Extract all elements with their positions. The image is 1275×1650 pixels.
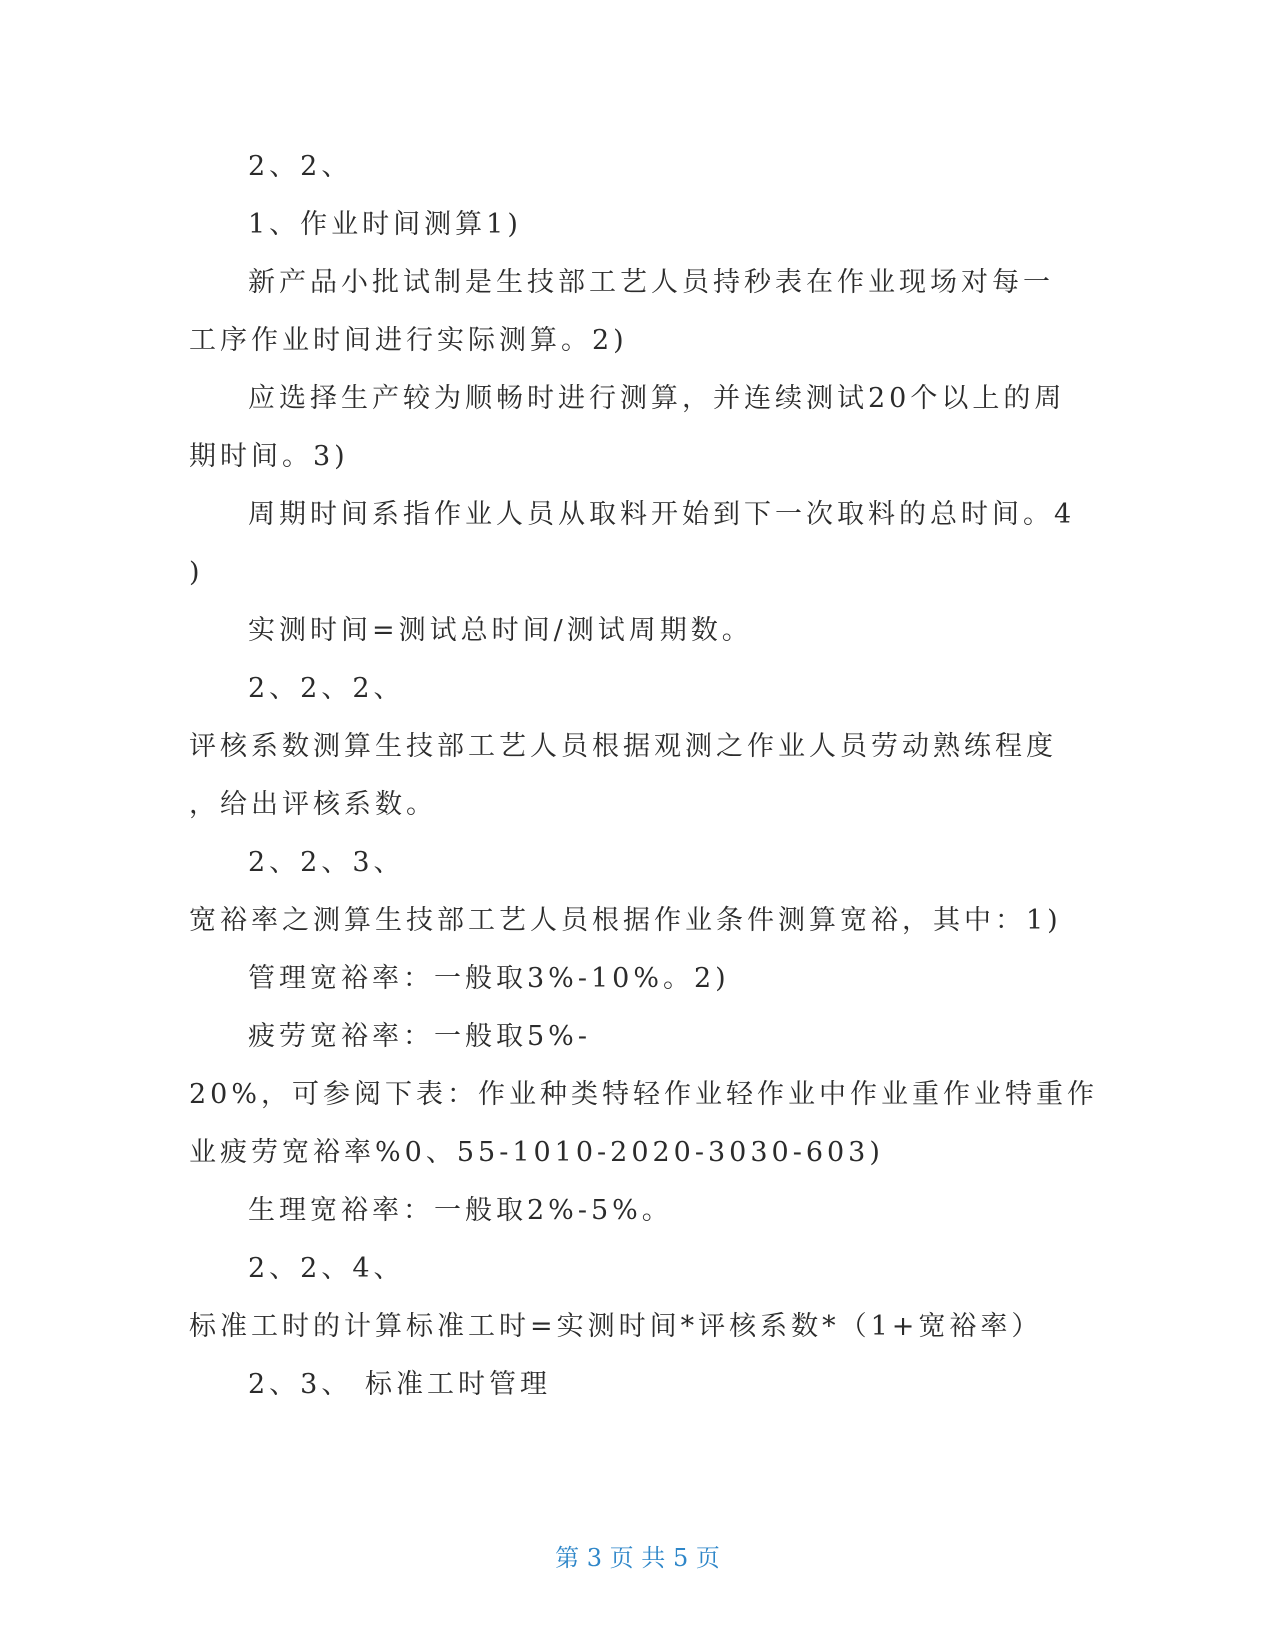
text-line-10: 2、2、2、 <box>248 673 405 704</box>
text-line-7: 周期时间系指作业人员从取料开始到下一次取料的总时间。4 <box>248 499 1076 530</box>
text-line-5: 应选择生产较为顺畅时进行测算，并连续测试20个以上的周 <box>248 383 1066 414</box>
text-line-6: 期时间。3) <box>189 441 349 472</box>
text-line-4: 工序作业时间进行实际测算。2) <box>189 325 628 356</box>
text-line-16: 疲劳宽裕率：一般取5%- <box>248 1021 591 1052</box>
text-line-15: 管理宽裕率：一般取3%-10%。2) <box>248 963 730 994</box>
text-line-9: 实测时间=测试总时间/测试周期数。 <box>248 615 753 646</box>
text-line-20: 2、2、4、 <box>248 1253 405 1284</box>
text-line-13: 2、2、3、 <box>248 847 405 878</box>
text-line-21: 标准工时的计算标准工时=实测时间*评核系数*（1+宽裕率） <box>189 1311 1043 1342</box>
text-line-2: 1、作业时间测算1) <box>248 209 522 240</box>
text-line-18: 业疲劳宽裕率%0、55-1010-2020-3030-603) <box>189 1137 884 1168</box>
text-line-17: 20%，可参阅下表：作业种类特轻作业轻作业中作业重作业特重作 <box>189 1079 1099 1110</box>
text-line-14: 宽裕率之测算生技部工艺人员根据作业条件测算宽裕，其中：1) <box>189 905 1062 936</box>
text-line-19: 生理宽裕率：一般取2%-5%。 <box>248 1195 673 1226</box>
text-line-11: 评核系数测算生技部工艺人员根据观测之作业人员劳动熟练程度 <box>189 731 1057 762</box>
text-line-12: ，给出评核系数。 <box>189 789 437 820</box>
text-line-22: 2、3、 标准工时管理 <box>248 1369 551 1400</box>
page-footer: 第 3 页 共 5 页 <box>555 1544 720 1572</box>
text-line-1: 2、2、 <box>248 151 353 182</box>
text-line-8: ) <box>189 557 204 588</box>
text-line-3: 新产品小批试制是生技部工艺人员持秒表在作业现场对每一 <box>248 267 1054 298</box>
